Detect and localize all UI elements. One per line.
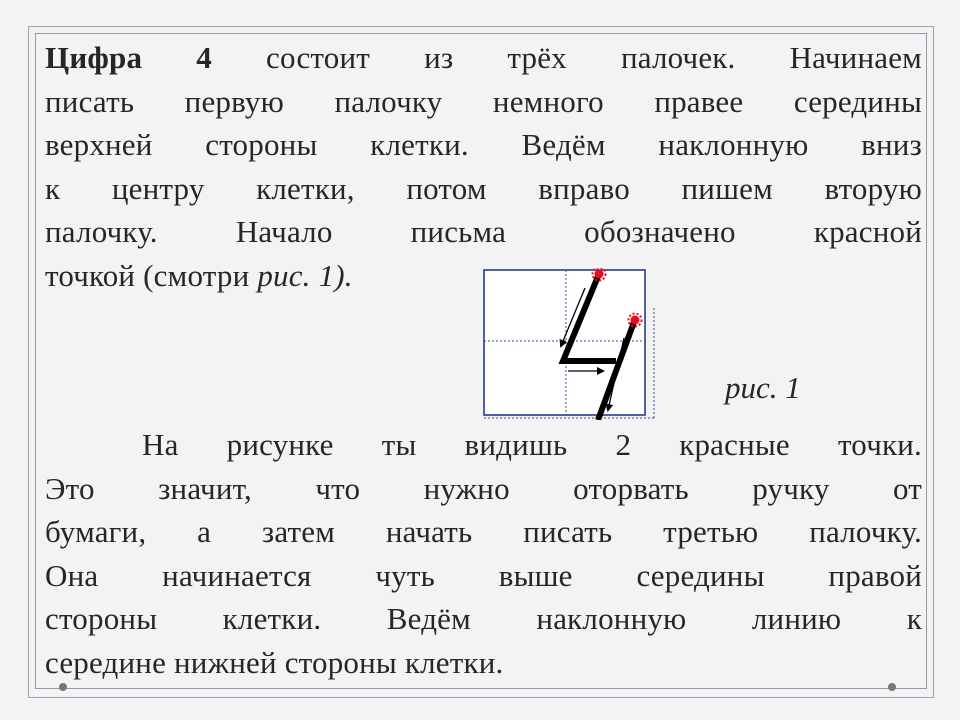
grid-cell-border bbox=[484, 270, 645, 415]
corner-dot-right bbox=[888, 683, 896, 691]
figure-reference: рис. 1). bbox=[257, 257, 353, 293]
para1-line-1 bbox=[45, 36, 922, 80]
digit-4-diagram bbox=[482, 268, 662, 420]
para2-line-4: Она начинается чуть выше середины правой bbox=[45, 557, 922, 593]
figure-caption: рис. 1 bbox=[725, 370, 801, 405]
paragraph-2 bbox=[45, 423, 922, 684]
para2-line-1: На рисунке ты видишь 2 красные точки. bbox=[142, 427, 922, 462]
para1-line-2: писать первую палочку немного правее середины bbox=[45, 83, 922, 119]
para2-line-2: Это значит, что нужно оторвать ручку от bbox=[45, 470, 922, 506]
para1-line-6-start: точкой (смотри bbox=[45, 257, 250, 293]
para1-line-4: к центру клетки, потом вправо пишем вторую bbox=[45, 170, 922, 206]
para1-line-5: палочку. Начало письма обозначено красной bbox=[45, 214, 922, 249]
paragraph-1 bbox=[45, 36, 922, 297]
corner-dot-left bbox=[59, 683, 67, 691]
para2-line-6: середине нижней стороны клетки. bbox=[45, 644, 504, 680]
digit-title: Цифра 4 bbox=[45, 40, 212, 75]
digit-4-figure bbox=[482, 268, 662, 425]
para2-line-3: бумаги, а затем начать писать третью палочку. bbox=[45, 514, 922, 549]
para1-line-3: верхней стороны клетки. Ведём наклонную вниз bbox=[45, 127, 922, 162]
para2-line-5: стороны клетки. Ведём наклонную линию к bbox=[45, 601, 922, 636]
para1-line-1-rest: состоит из трёх палочек. Начинаем bbox=[266, 40, 922, 75]
